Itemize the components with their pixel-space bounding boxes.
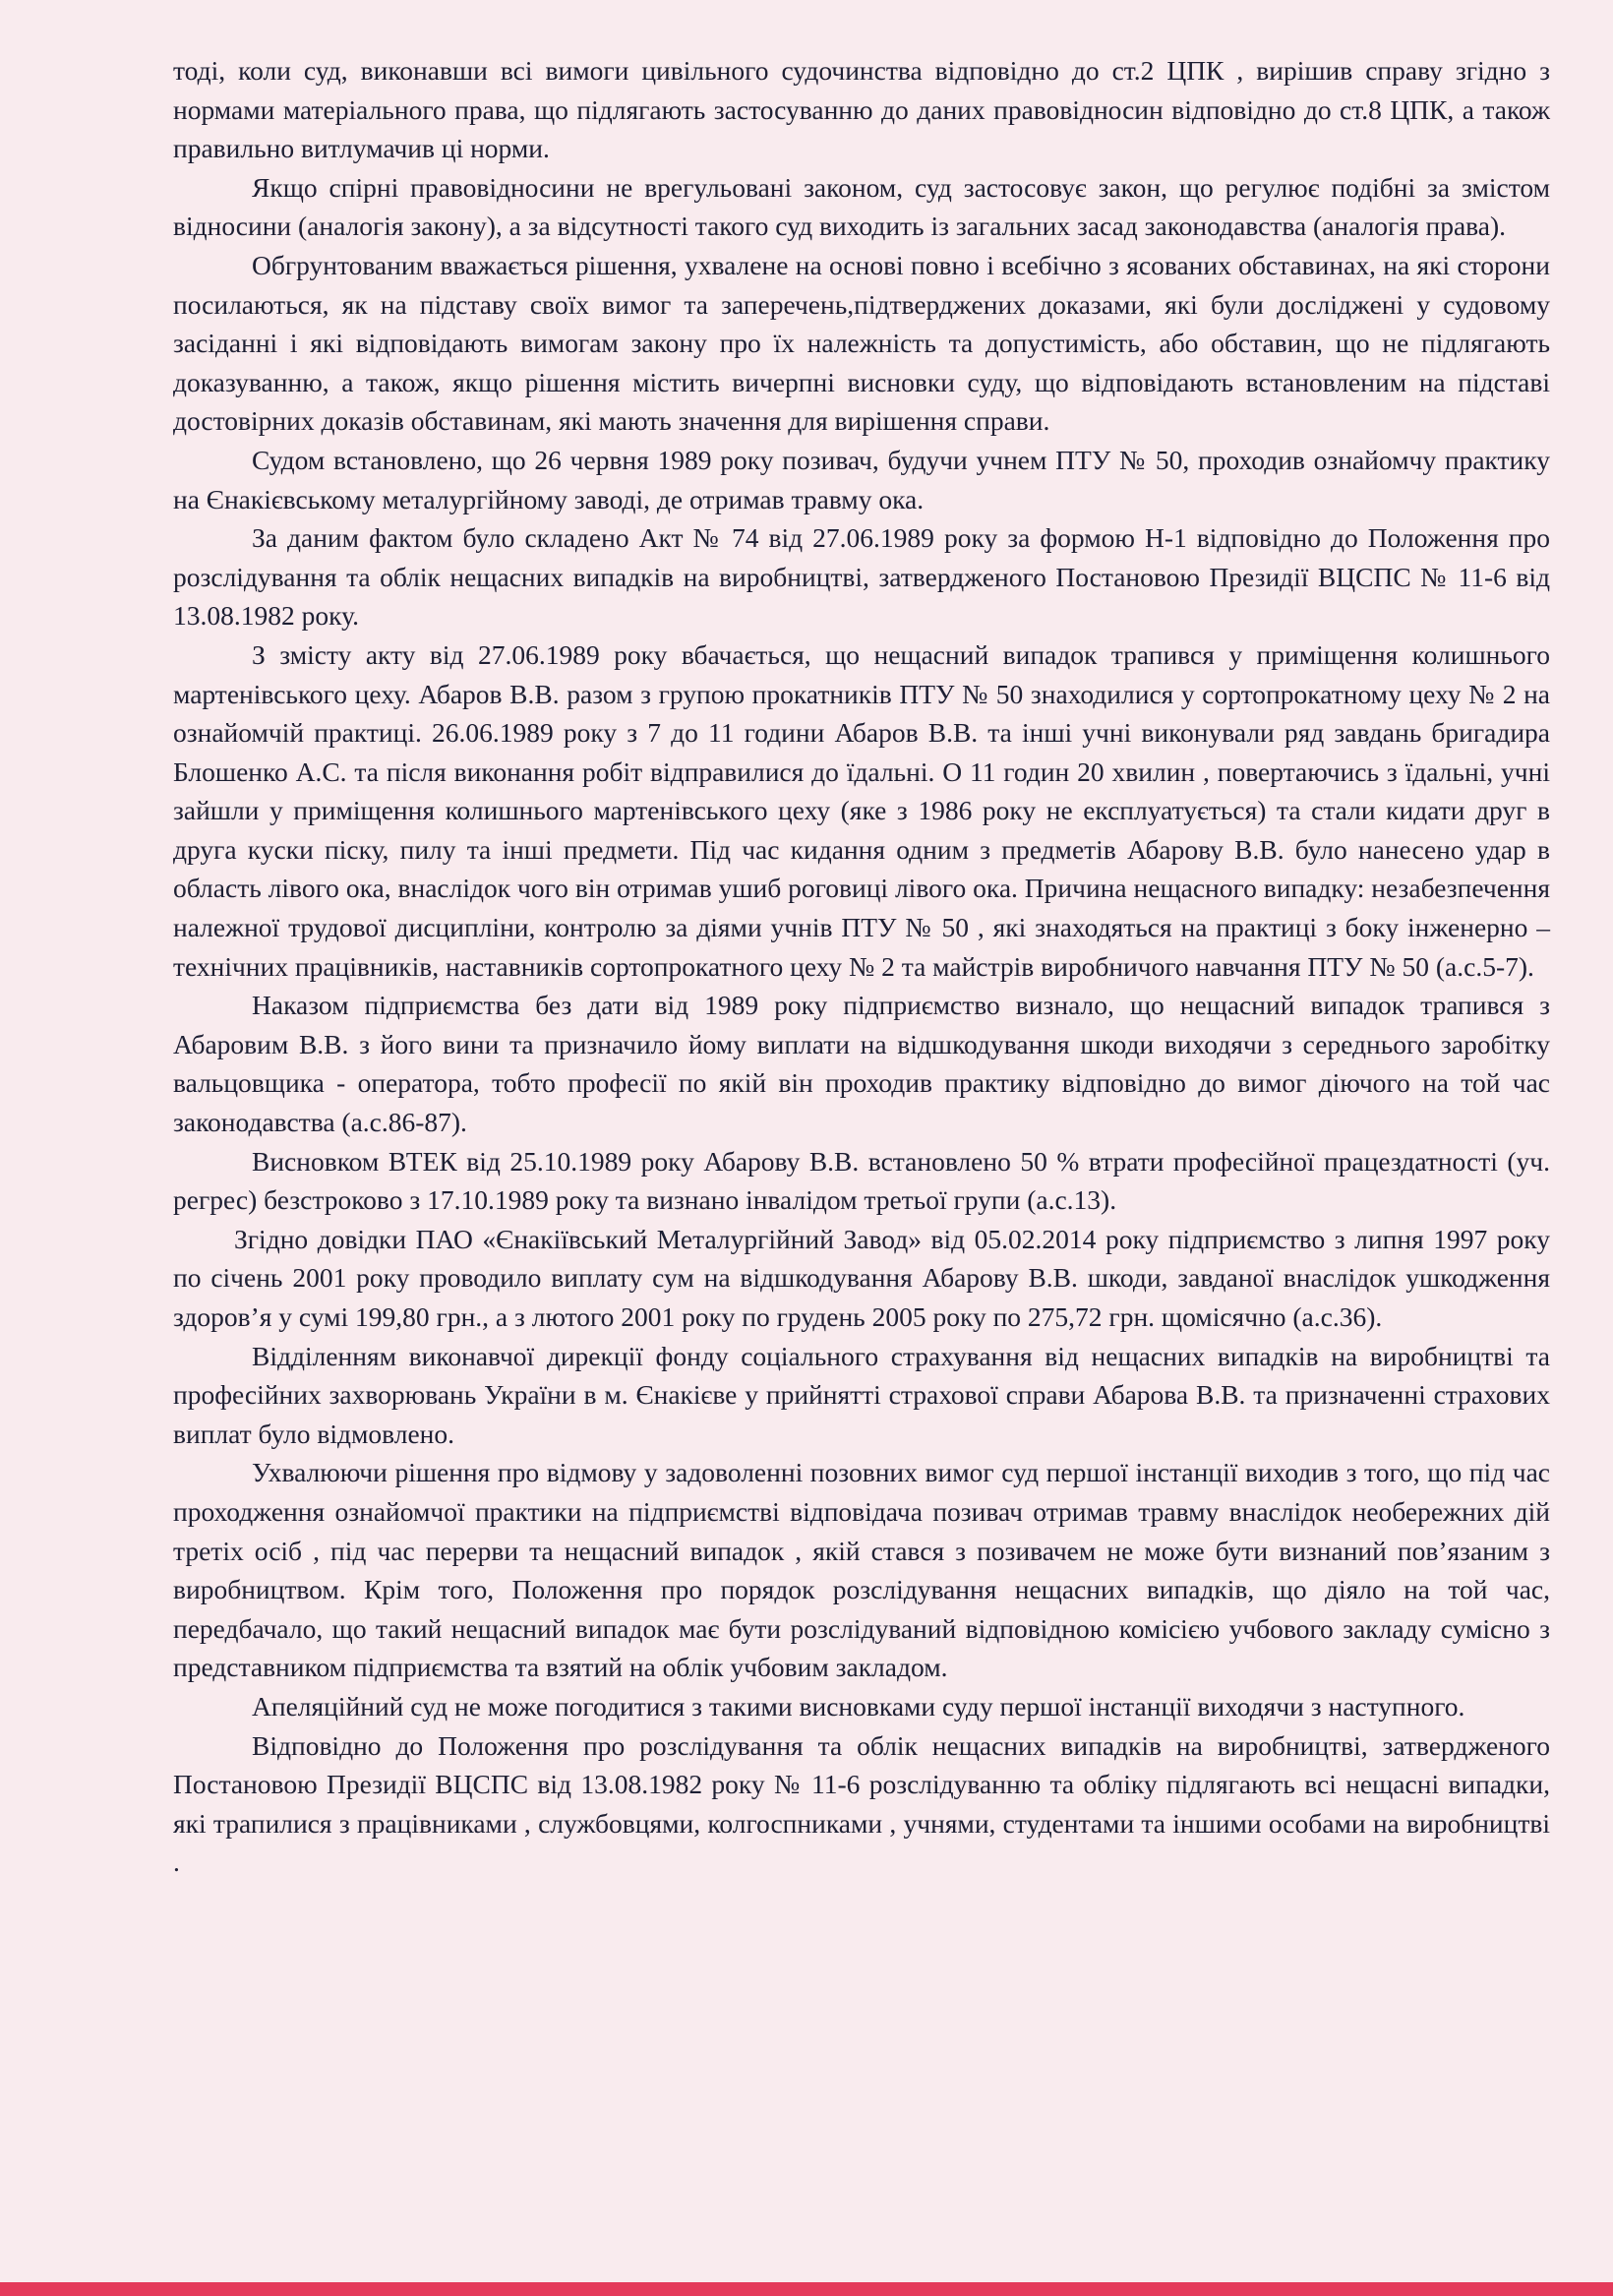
paragraph-6: З змісту акту від 27.06.1989 року вбачається, що нещасний випадок трапився у приміщення колишнього мартенівського цеху. Абаров В.В. разом з групою прокатників ПТУ № 50 знаходилися у сортопрокатному цеху № 2 на ознайомчій практиці. 26.06.1989 року з 7 до 11 години Абаров В.В. та інші учні виконували ряд завдань бригадира Блошенко А.С. та після виконання робіт відправилися до їдальні. О 11 годин 20 хвилин , повертаючись з їдальні, учні зайшли у приміщення колишнього мартенівського цеху (яке з 1986 року не експлуатується) та стали кидати друг в друга куски піску, пилу та інші предмети. Під час кидання одним з предметів Абарову В.В. було нанесено удар в область лівого ока, внаслідок чого він отримав ушиб роговиці лівого ока. Причина нещасного випадку: незабезпечення належної трудової дисципліни, контролю за діями учнів ПТУ № 50 , які знаходяться на практиці з боку інженерно – технічних працівників, наставників сортопрокатного цеху № 2 та майстрів виробничого навчання ПТУ № 50 (а.с.5-7). (173, 638, 1550, 982)
scan-bottom-edge (0, 2282, 1613, 2296)
paragraph-4: Судом встановлено, що 26 червня 1989 року позивач, будучи учнем ПТУ № 50, проходив ознайомчу практику на Єнакієвському металургійному заводі, де отримав травму ока. (173, 444, 1550, 514)
paragraph-7: Наказом підприємства без дати від 1989 року підприємство визнало, що нещасний випадок трапився з Абаровим В.В. з його вини та призначило йому виплати на відшкодування шкоди виходячи з середнього заробітку вальцовщика - оператора, тобто професії по якій він проходив практику відповідно до вимог діючого на той час законодавства (а.с.86-87). (173, 990, 1550, 1138)
paragraph-10: Відділенням виконавчої дирекції фонду соціального страхування від нещасних випадків на виробництві та професійних захворювань України в м. Єнакієве у прийнятті страхової справи Абарова В.В. та призначенні страхових виплат було відмовлено. (173, 1340, 1550, 1449)
paragraph-3: Обгрунтованим вважається рішення, ухвалене на основі повно і всебічно з ясованих обставинах, на які сторони посилаються, як на підставу своїх вимог та заперечень,підтверджених доказами, які були досліджені у судовому засіданні і які відповідають вимогам закону про їх належність та допустимість, або обставин, що не підлягають доказуванню, а також, якщо рішення містить вичерпні висновки суду, що відповідають встановленим на підставі достовірних доказів обставинам, які мають значення для вирішення справи. (173, 249, 1550, 437)
paragraph-13: Відповідно до Положення про розслідування та облік нещасних випадків на виробництві, затвердженого Постановою Президії ВЦСПС від 13.08.1982 року № 11-6 розслідуванню та обліку підлягають всі нещасні випадки, які трапилися з працівниками , службовцями, колгоспниками , учнями, студентами та іншими особами на виробництві . (173, 1729, 1550, 1878)
paragraph-2: Якщо спірні правовідносини не врегульовані законом, суд застосовує закон, що регулює подібні за змістом відносини (аналогія закону), а за відсутності такого суд виходить із загальних засад законодавства (аналогія права). (173, 171, 1550, 242)
paragraph-12: Апеляційний суд не може погодитися з такими висновками суду першої інстанції виходячи з наступного. (252, 1690, 1465, 1722)
paragraph-9: Згідно довідки ПАО «Єнакіївський Металургійний Завод» від 05.02.2014 року підприємство з липня 1997 року по січень 2001 року проводило виплату сум на відшкодування Абарову В.В. шкоди, завданої внаслідок ушкодження здоров’я у сумі 199,80 грн., а з лютого 2001 року по грудень 2005 року по 275,72 грн. щомісячно (а.с.36). (173, 1223, 1550, 1332)
document-body (173, 51, 1550, 1882)
paragraph-8: Висновком ВТЕК від 25.10.1989 року Абарову В.В. встановлено 50 % втрати професійної працездатності (уч. регрес) безстроково з 17.10.1989 року та визнано інвалідом третьої групи (а.с.13). (173, 1145, 1550, 1216)
paragraph-5: За даним фактом було складено Акт № 74 від 27.06.1989 року за формою Н-1 відповідно до Положення про розслідування та облік нещасних випадків на виробництві, затвердженого Постановою Президії ВЦСПС № 11-6 від 13.08.1982 року. (173, 522, 1550, 632)
paragraph-1: тоді, коли суд, виконавши всі вимоги цивільного судочинства відповідно до ст.2 ЦПК , вирішив справу згідно з нормами матеріального права, що підлягають застосуванню до даних правовідносин відповідно до ст.8 ЦПК, а також правильно витлумачив ці норми. (173, 55, 1550, 164)
paragraph-11: Ухвалюючи рішення про відмову у задоволенні позовних вимог суд першої інстанції виходив з того, що під час проходження ознайомчої практики на підприємстві відповідача позивач отримав травму внаслідок необережних дій третіх осіб , під час перерви та нещасний випадок , якій стався з позивачем не може бути визнаний пов’язаним з виробництвом. Крім того, Положення про порядок розслідування нещасних випадків, що діяло на той час, передбачало, що такий нещасний випадок має бути розслідуваний відповідною комісією учбового закладу сумісно з представником підприємства та взятий на облік учбовим закладом. (173, 1457, 1550, 1683)
